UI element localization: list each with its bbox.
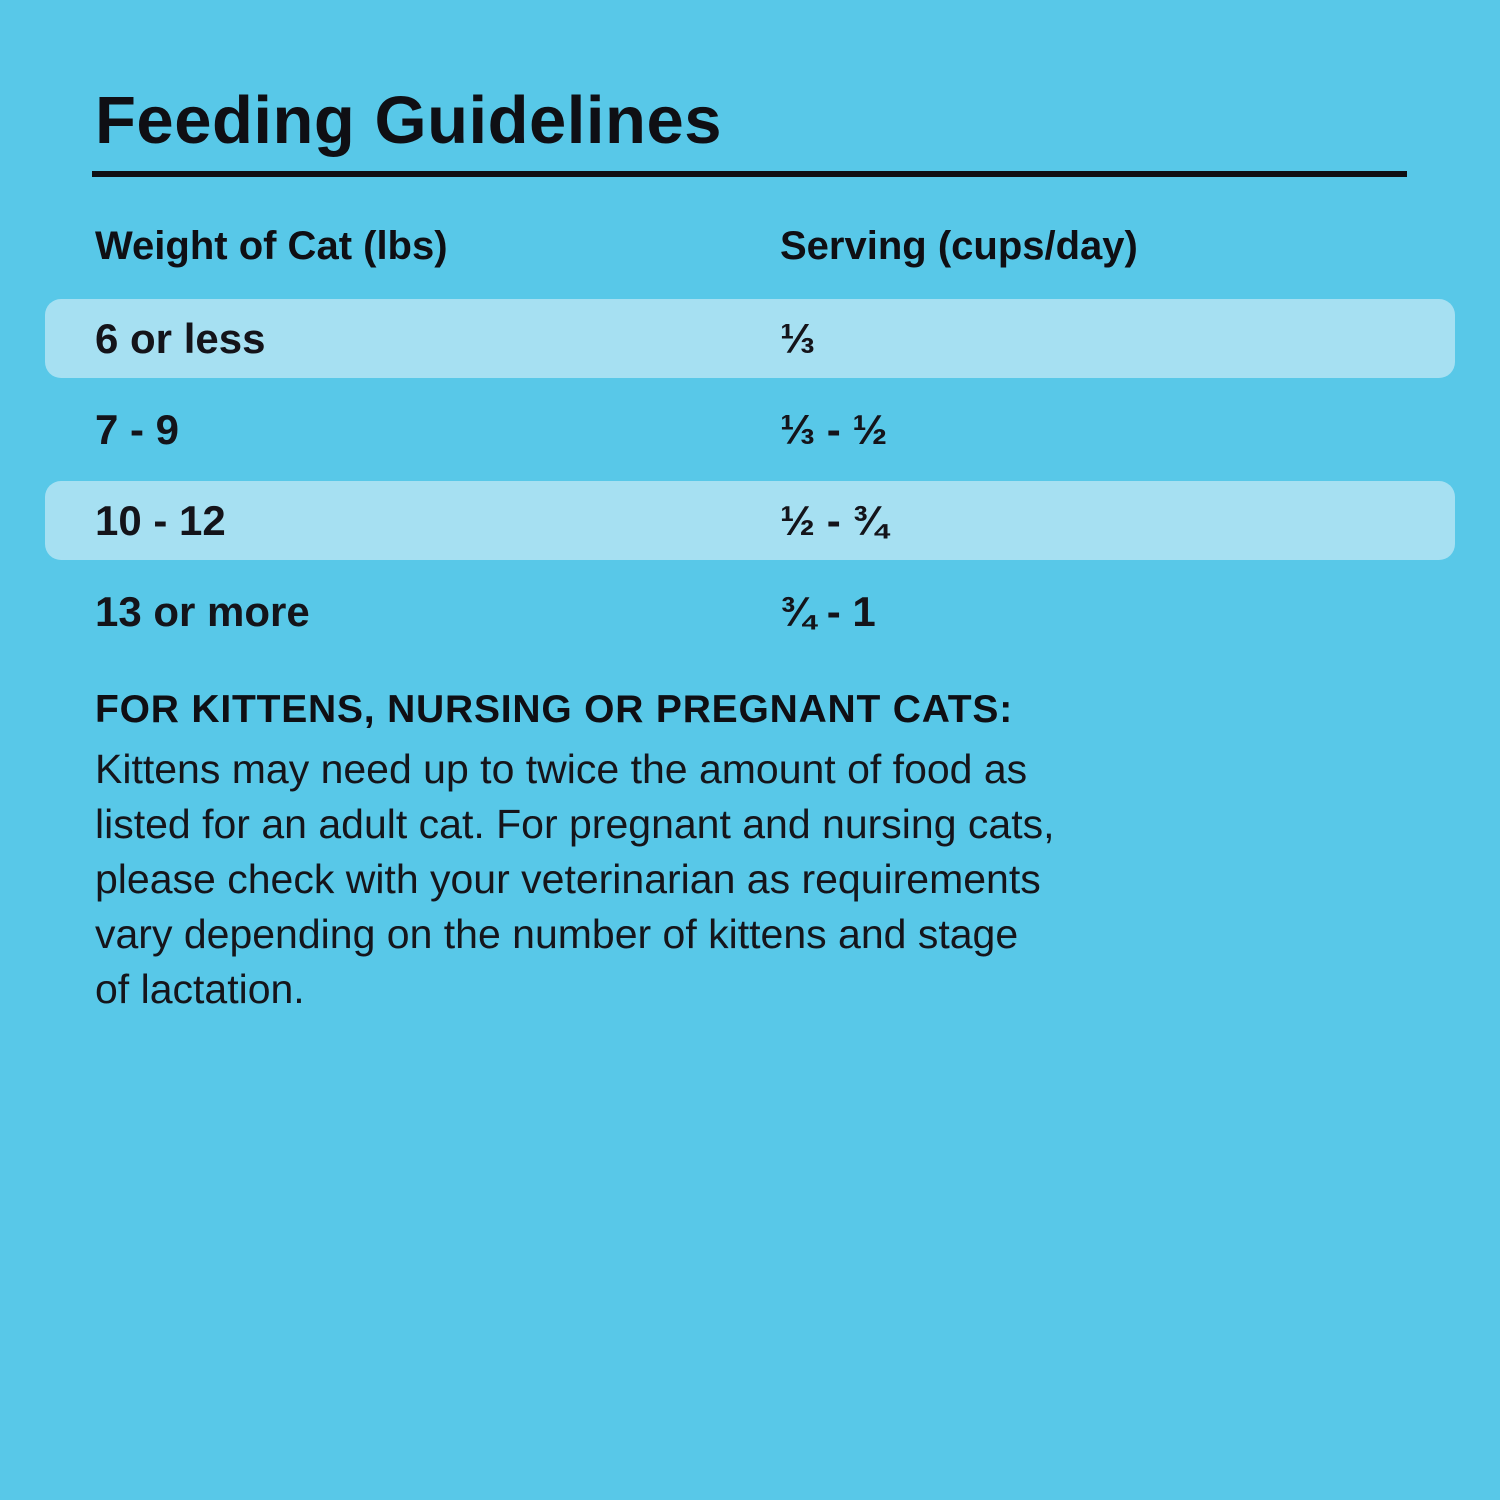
weight-cell: 13 or more: [95, 588, 310, 635]
note-heading: FOR KITTENS, NURSING OR PREGNANT CATS:: [95, 688, 1014, 731]
serving-cell: ½ - ¾: [780, 497, 888, 544]
serving-cell: ⅓: [780, 315, 816, 362]
table-header-row: [0, 224, 1500, 272]
note-line: listed for an adult cat. For pregnant and nursing cats,: [95, 801, 1055, 847]
page-title: Feeding Guidelines: [95, 83, 722, 158]
table-row: [45, 481, 1455, 560]
weight-cell: 6 or less: [95, 315, 266, 362]
title-underline: [92, 171, 1407, 177]
column-header-weight: Weight of Cat (lbs): [95, 224, 448, 268]
note-line: of lactation.: [95, 966, 305, 1012]
table-row: [45, 572, 1455, 651]
weight-cell: 7 - 9: [95, 406, 180, 453]
serving-cell: ⅓ - ½: [780, 406, 888, 453]
serving-cell: ¾ - 1: [780, 588, 876, 635]
note-line: Kittens may need up to twice the amount of food as: [95, 746, 1028, 792]
column-header-serving: Serving (cups/day): [780, 224, 1138, 268]
weight-cell: 10 - 12: [95, 497, 226, 544]
note-line: vary depending on the number of kittens and stage: [95, 911, 1019, 957]
table-row: [45, 390, 1455, 469]
note-body: [95, 742, 1455, 1017]
table-row: [45, 299, 1455, 378]
note-line: please check with your veterinarian as requirements: [95, 856, 1041, 902]
